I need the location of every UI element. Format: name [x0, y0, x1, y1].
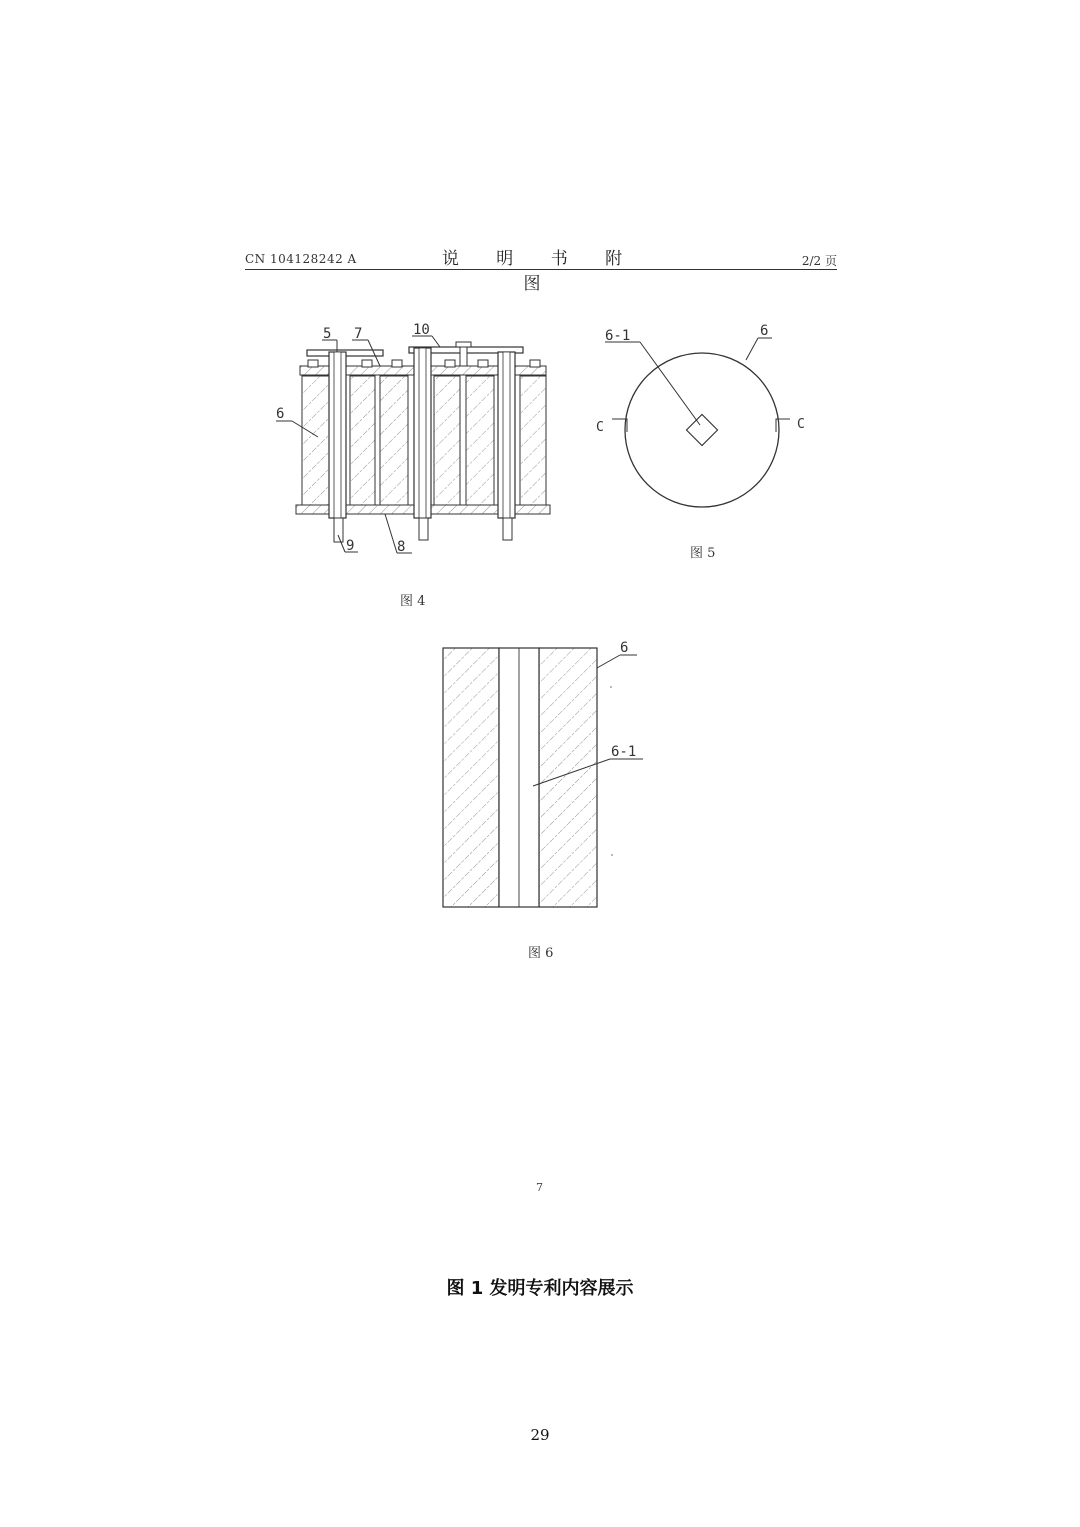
- fig4-label-7: 7: [354, 326, 363, 342]
- fig4-label-6: 6: [276, 406, 285, 422]
- fig6-label-6: 6: [620, 640, 629, 656]
- fig5-label-6-1: 6-1: [605, 328, 631, 344]
- figure-6-caption: 图 6: [528, 946, 554, 961]
- fig4-label-10: 10: [413, 322, 430, 338]
- page-of-indicator: 2/2 页: [801, 254, 837, 268]
- figure-6-drawing: [443, 640, 643, 907]
- page-number: 29: [530, 1426, 550, 1444]
- figure-4-drawing: [276, 322, 550, 555]
- fig4-label-9: 9: [346, 538, 355, 554]
- figure-5-drawing: [596, 323, 805, 507]
- figure-4-caption: 图 4: [400, 594, 426, 609]
- fig5-section-c-right: C: [797, 417, 805, 432]
- fig5-section-c-left: C: [596, 420, 604, 435]
- document-figure-caption: 图 1 发明专利内容展示: [446, 1278, 634, 1299]
- fig6-label-6-1: 6-1: [611, 744, 637, 760]
- inner-page-number: 7: [536, 1181, 543, 1194]
- fig5-label-6: 6: [760, 323, 769, 339]
- section-title: 说 明 书 附 图: [441, 249, 639, 294]
- fig4-label-8: 8: [397, 539, 406, 555]
- fig4-label-5: 5: [323, 326, 332, 342]
- figure-5-caption: 图 5: [690, 546, 716, 561]
- patent-number: CN 104128242 A: [245, 252, 357, 266]
